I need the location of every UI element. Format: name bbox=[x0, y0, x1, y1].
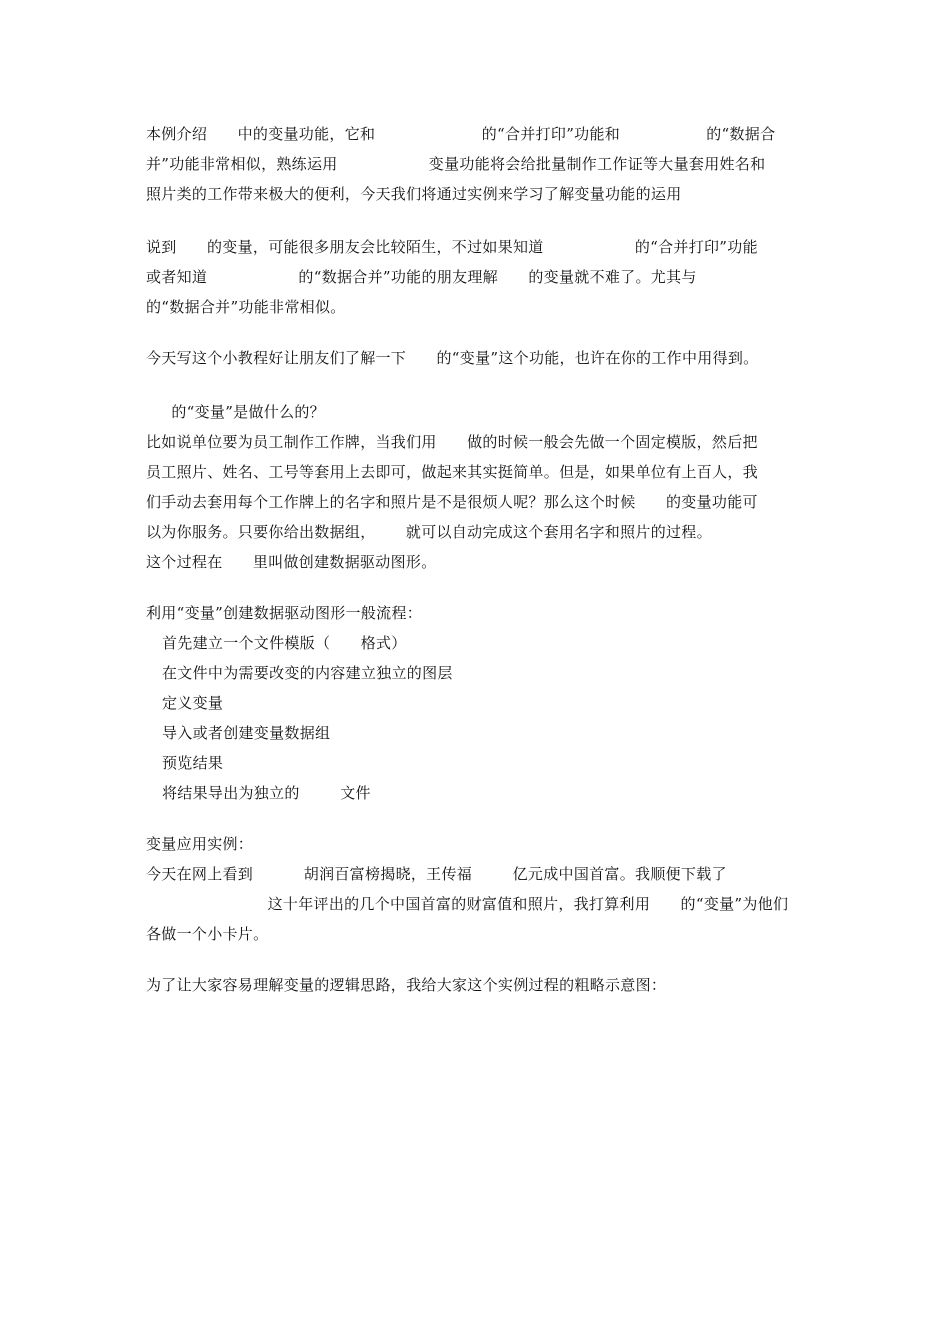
workflow-section bbox=[146, 598, 816, 808]
workflow-step: 首先建立一个文件模版（ 格式） bbox=[162, 634, 407, 652]
workflow-heading: 利用“变量”创建数据驱动图形一般流程： bbox=[146, 604, 423, 622]
text-line: 本例介绍 中的变量功能，它和 的“合并打印”功能和 的“数据合 bbox=[146, 125, 776, 143]
example-section bbox=[146, 829, 816, 949]
text-line: 们手动去套用每个工作牌上的名字和照片是不是很烦人呢？那么这个时候 的变量功能可 bbox=[146, 493, 758, 511]
text-line: 以为你服务。只要你给出数据组， 就可以自动完成这个套用名字和照片的过程。 bbox=[146, 523, 712, 541]
workflow-step: 定义变量 bbox=[162, 694, 224, 712]
text-line: 说到 的变量，可能很多朋友会比较陌生，不过如果知道 的“合并打印”功能 bbox=[146, 238, 758, 256]
workflow-step: 将结果导出为独立的 文件 bbox=[162, 784, 371, 802]
text-line: 今天在网上看到 胡润百富榜揭晓，王传福 亿元成中国首富。我顺便下载了 bbox=[146, 865, 727, 883]
purpose-paragraph bbox=[146, 343, 816, 373]
text-line: 为了让大家容易理解变量的逻辑思路，我给大家这个实例过程的粗略示意图： bbox=[146, 976, 667, 994]
workflow-step: 导入或者创建变量数据组 bbox=[162, 724, 331, 742]
workflow-step: 预览结果 bbox=[162, 754, 224, 772]
text-line: 员工照片、姓名、工号等套用上去即可，做起来其实挺简单。但是，如果单位有上百人，我 bbox=[146, 463, 759, 481]
intro-paragraph bbox=[146, 119, 816, 209]
text-line: 或者知道 的“数据合并”功能的朋友理解 的变量就不难了。尤其与 bbox=[146, 268, 697, 286]
what-is-section bbox=[146, 397, 816, 577]
text-line: 的“数据合并”功能非常相似。 bbox=[146, 298, 346, 316]
closing-paragraph bbox=[146, 970, 816, 1000]
text-line: 比如说单位要为员工制作工作牌，当我们用 做的时候一般会先做一个固定模版，然后把 bbox=[146, 433, 758, 451]
text-line: 今天写这个小教程好让朋友们了解一下 的“变量”这个功能，也许在你的工作中用得到。 bbox=[146, 349, 759, 367]
workflow-step: 在文件中为需要改变的内容建立独立的图层 bbox=[162, 664, 453, 682]
example-heading: 变量应用实例： bbox=[146, 835, 254, 853]
text-line: 这十年评出的几个中国首富的财富值和照片，我打算利用 的“变量”为他们 bbox=[146, 895, 789, 913]
section-question: 的“变量”是做什么的？ bbox=[146, 403, 325, 421]
text-line: 这个过程在 里叫做创建数据驱动图形。 bbox=[146, 553, 437, 571]
text-line: 各做一个小卡片。 bbox=[146, 925, 269, 943]
text-line: 照片类的工作带来极大的便利，今天我们将通过实例来学习了解变量功能的运用 bbox=[146, 185, 682, 203]
variables-intro-paragraph bbox=[146, 232, 816, 322]
text-line: 并”功能非常相似，熟练运用 变量功能将会给批量制作工作证等大量套用姓名和 bbox=[146, 155, 766, 173]
